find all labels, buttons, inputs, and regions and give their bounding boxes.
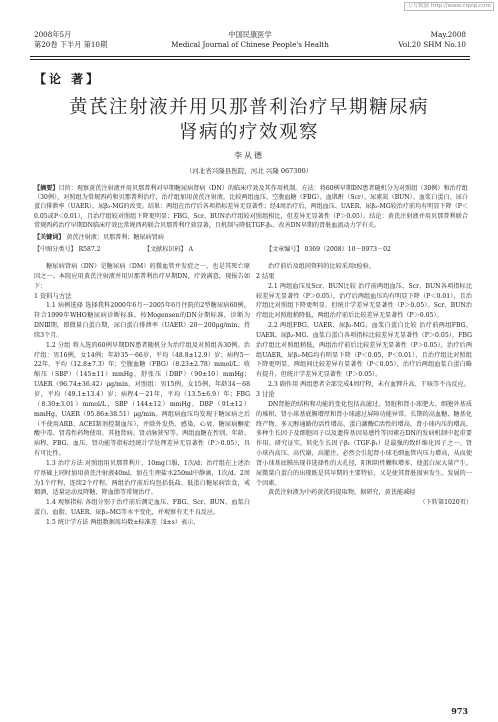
journal-name-en: Medical Journal of Chinese People's Health	[171, 40, 329, 49]
continued-note: （下转第1020页）	[419, 499, 472, 507]
title-line-1: 黄芪注射液并用贝那普利治疗早期糖尿病	[68, 97, 429, 118]
page-number: 973	[451, 706, 468, 716]
clc-number: 【中图分类号】 R587.2	[34, 246, 101, 253]
watermark-stamp: 万方数据 http://www.cqvip.com	[404, 2, 494, 11]
title-line-2: 肾病的疗效观察	[178, 122, 319, 143]
journal-name-cn: 中国民康医学	[228, 30, 272, 39]
body-paragraph: 1.5 统计学方法 两组数据用均数±标准差（x̄±s）表示，	[46, 518, 200, 526]
author-name: 李从德	[234, 151, 264, 160]
section-label: 【论 著】	[34, 72, 102, 86]
section-heading: 2 结果	[256, 272, 275, 280]
body-column-left	[34, 262, 250, 528]
article-number: 【文章编号】 0369（2008）10－0973－02	[266, 246, 391, 253]
body-paragraph: 治疗前后及组间资料的比较采用t检验。	[268, 263, 375, 270]
body-paragraph: 黄芪注射液为中药黄芪的提取物，据研究，黄芪能减轻	[268, 489, 416, 497]
body-paragraph: 糖尿病肾病（DN）是糖尿病（DM）的微血管并发症之一，也是其死亡原因之一。本院应用黄芪注射液并用贝那普利治疗早期DN，疗效满意，现报告如下：	[34, 263, 250, 290]
body-paragraph: 1.2 分组 将入选的60例早期DN患者随机分为治疗组及对照组各30例。治疗组：男16例，女14例；年龄35～66岁，平均（48.8±12.9）岁；病程5～22年，平均（12.8±7.3）年；空腹血糖（FBG）（8.23±2.78）mmol/L；收缩压（SBP）（145±11）mmHg，舒张压（DBP）（90±10）mmHg；UAER（96.74±36.42）μg/min。对照组：男15例，女15例，年龄34～68岁，平均（49.1±13.4）岁；病程4～21年，平均（13.5±6.9）年；FBG（8.30±3.01）mmol/L，SBP（144±12）mmHg，DBP（91±12）mmHg，UAER（95.86±38.51）μg/min。两组病血压均发现于糖尿病之后（不使用ARB、ACEI制剂控制血压），并除外发热、感染、心衰、糖尿病酮症酸中毒、肾毒性药物使用、其他肾病、肾动脉狭窄等。两组血糖在性别、年龄、病程、FBG、血压、肾功能等指标经统计学处理差异无显著性（P＞0.05），具有可比性。	[34, 341, 250, 458]
abstract-text: 目的：观察黄芪注射液并用贝那普利对早期糖尿病肾病（DN）的临床疗效及其作用机制。方法：将60例早期DN患者随机分为对照组（30例）和治疗组（30例），对照组为常规西药和贝那普利治疗，治疗组加用黄芪注射液。比较两组血压、空腹血糖（FBG）、血肌酐（Scr）、尿素氮（BUN）、血浆白蛋白、尿白蛋白排泄率（UAER）、尿β₂-MG的改变。结果：两组在治疗后各项指标差异无显著性；经4周治疗后，两组血压、UAER、尿β₂-MG较治疗前均有明显下降（P＜0.05或P＜0.01），且治疗组较对照组下降更明显；FBG、Scr、BUN治疗组较对照组相比，但差异无显著性（P＞0.05）。结论：黄芪注射液并用贝那普利联合常规西药治疗早期DN临床疗效比常规西药联合贝那普利疗效显著，且机制与降低TGF-β₁、改善DN早期的肾脏血流动力学有关。	[34, 185, 468, 229]
keywords	[34, 233, 468, 242]
body-paragraph: 1.4 观察指标 各组分别于治疗前后测定血压、FBG、Scr、BUN、血浆白蛋白、血脂、UAER、尿β₂-MG等水平变化，并观察有无不良反应。	[34, 499, 250, 517]
abstract-label: 【摘要】	[34, 185, 59, 192]
body-paragraph: 1.1 病例选择 选择我科2000年6月～2005年6月住院的2型糖尿病60例，符合1999年WHO糖尿病诊断标准，按Mogensen的DN分期标准，诊断为DNⅢ期，即微量白蛋白期，尿白蛋白排泄率（UAER）20～200μg/min，持续3个月。	[34, 302, 250, 339]
section-heading: 1 资料与方法	[34, 292, 72, 300]
body-paragraph: 2.1 两组血压及Scr、BUN比较 治疗前两组血压、Scr、BUN各项指标比较差异无显著性（P＞0.05），治疗后两组血压均有明显下降（P＜0.01），且治疗组比对照组下降更明显，但统计学差异无显著性（P＞0.05）。Scr、BUN治疗组比对照组稍降低，两组治疗前后比较差异无显著性（P＞0.05）。	[256, 282, 472, 320]
issue-date-en: May.2008	[430, 30, 466, 39]
keywords-label: 【关键词】	[34, 234, 65, 241]
issue-volume: 第20卷 下半月 第10期	[34, 40, 108, 49]
body-paragraph: 2.2 两组FBG、UAER、尿β₂-MG、血浆白蛋白比较 治疗前两组FBG、UAER、尿β₂-MG、血浆白蛋白各项指标比较差异无显著性（P＞0.05），FBG治疗组比对照组稍低，两组治疗前后比较差异无显著性（P＞0.05），治疗后两组UAER、尿β₂-MG均有明显下降（P＜0.05，P＜0.01），且治疗组比对照组下降更明显。两组间比较差异有显著性（P＜0.05），治疗后两组血浆白蛋白略有提升，但统计学差异无显著性（P＞0.05）。	[256, 322, 472, 379]
author-affiliation: （河北省兴隆县医院，河北 兴隆 067300）	[185, 167, 313, 175]
header-right	[398, 30, 466, 50]
body-column-right	[256, 262, 472, 508]
issue-volume-en: Vol.20 SHM No.10	[398, 40, 466, 49]
document-code: 【文献标识码】 A	[144, 246, 193, 253]
header-divider-thin	[30, 59, 470, 60]
keywords-text: 黄芪注射液；贝那普利；糖尿病肾病	[66, 234, 164, 241]
body-paragraph: 1.3 治疗方法 对照组用贝那普利片，10mg口服，1次/d；治疗组在上述治疗基础上同时加用黄芪注射液40ml，加在生理盐水250ml中静滴，1次/d。2周为1个疗程，连续2个疗程。两组治疗前后均包括低盐、低蛋白糖尿病饮食，戒烟酒，适量运动及降糖、降血脂等常规治疗。	[34, 459, 250, 497]
body-paragraph: 2.3 副作用 两组患者全部完成4周疗程，未有血钾升高、干咳等不良反应。	[268, 381, 470, 389]
header-divider	[30, 56, 470, 57]
article-title	[0, 95, 498, 145]
section-heading: 3 讨论	[256, 390, 275, 398]
abstract	[34, 184, 468, 230]
issue-date: 2008年5月	[34, 30, 72, 39]
body-paragraph: DN肾脏的结构和功能的变化包括高滤过、肾脏和肾小球肥大、细胞外基质的堆积、肾小球基底膜增厚和肾小球滤过屏障功能异常。长期的高血糖、糖基化终产物、多元醇通路的活性增高、蛋白激酶C活性的增高、肾小球内压的增高、多种生长因子及细胞因子以及遗传基因易感性等因素在DN的发病机制中起重要作用。研究证实，转化生长因子β₁（TGF-β₁）是最强的致纤维化因子之一。肾小球内高压、高代谢、高灌注，必然会引起肾小球毛细血管内压力增高，从而使肾小球基底膜出现非选择性的大孔径，阳和阴性颗粒增多，使蛋白尿大量产生。尿微量白蛋白的出现既是其早期的主要特征，又是使其肾脏损害发生、发展的一个因素。	[256, 400, 472, 487]
journal-header	[34, 30, 466, 56]
